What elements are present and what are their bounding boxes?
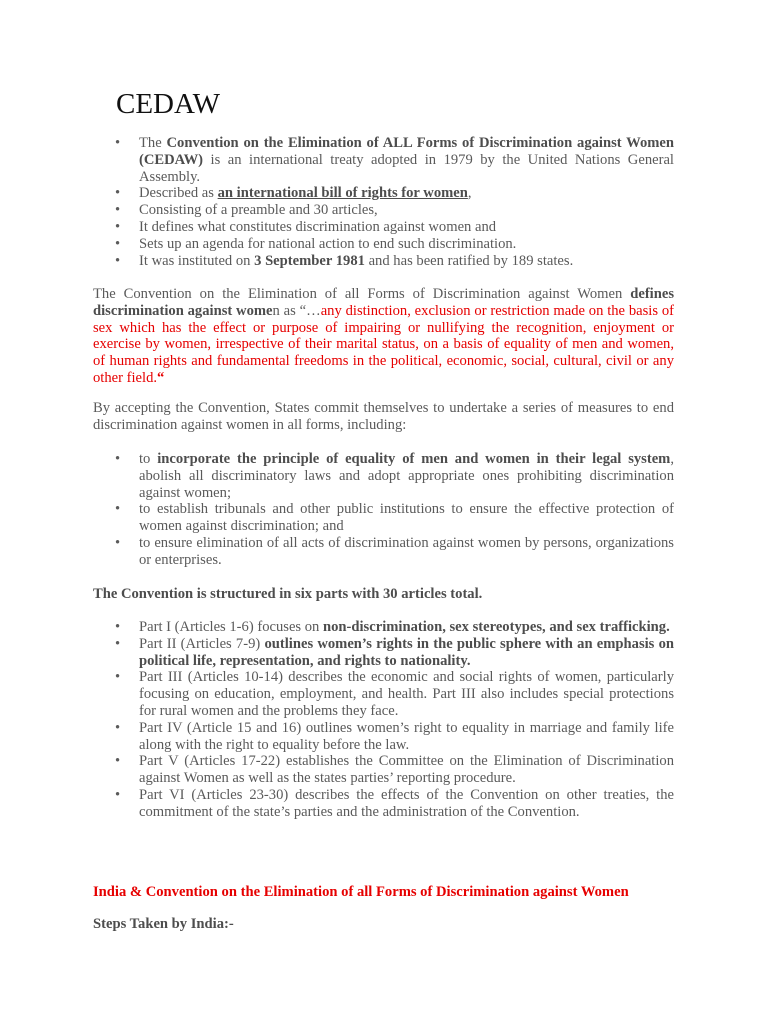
- intro-list: [93, 135, 674, 269]
- list-item: • Part IV (Article 15 and 16) outlines women’s right to equality in marriage and family life along with the right to equality before the law.: [93, 720, 674, 754]
- structure-heading: The Convention is structured in six parts with 30 articles total.: [93, 586, 483, 602]
- list-item: • to ensure elimination of all acts of discrimination against women by persons, organizations or enterprises.: [93, 535, 674, 569]
- list-item: • The Convention on the Elimination of ALL Forms of Discrimination against Women (CEDAW) is an international treaty adopted in 1979 by the United Nations General Assembly.: [93, 135, 674, 185]
- list-item: • Part V (Articles 17-22) establishes the Committee on the Elimination of Discrimination against Women as well as the states parties’ reporting procedure.: [93, 753, 674, 787]
- definition-paragraph: The Convention on the Elimination of all Forms of Discrimination against Women defines discrimination against women as “…any distinction, exclusion or restriction made on the basis of sex which has the effect or purpose of impairing or nullifying the recognition, enjoyment or exercise by women, irrespective of their marital status, on a basis of equality of men and women, of human rights and fundamental freedoms in the political, economic, social, cultural, civil or any other field.“: [93, 286, 675, 386]
- page-title: CEDAW: [116, 88, 220, 120]
- list-item: • Described as an international bill of rights for women,: [93, 185, 674, 202]
- list-item: • Part III (Articles 10-14) describes the economic and social rights of women, particularly focusing on education, employment, and health. Part III also includes special protections for rural women and the problems they face.: [93, 669, 674, 719]
- india-heading: India & Convention on the Elimination of all Forms of Discrimination against Women: [93, 884, 629, 900]
- list-item: • Part II (Articles 7-9) outlines women’s rights in the public sphere with an emphasis on political life, representation, and rights to nationality.: [93, 636, 674, 670]
- steps-heading: Steps Taken by India:-: [93, 916, 234, 932]
- list-item: • It defines what constitutes discrimination against women and: [93, 219, 674, 236]
- measures-list: [93, 451, 674, 569]
- list-item: • Part VI (Articles 23-30) describes the effects of the Convention on other treaties, the commitment of the state’s parties and the administration of the Convention.: [93, 787, 674, 821]
- list-item: • to establish tribunals and other public institutions to ensure the effective protection of women against discrimination; and: [93, 501, 674, 535]
- list-item: • Sets up an agenda for national action to end such discrimination.: [93, 236, 674, 253]
- list-item: • to incorporate the principle of equality of men and women in their legal system, abolish all discriminatory laws and adopt appropriate ones prohibiting discrimination against women;: [93, 451, 674, 501]
- commitment-paragraph: By accepting the Convention, States commit themselves to undertake a series of measures to end discrimination against women in all forms, including:: [93, 400, 674, 433]
- list-item: • Part I (Articles 1-6) focuses on non-discrimination, sex stereotypes, and sex trafficking.: [93, 619, 674, 636]
- parts-list: [93, 619, 674, 821]
- list-item: • Consisting of a preamble and 30 articles,: [93, 202, 674, 219]
- list-item: • It was instituted on 3 September 1981 and has been ratified by 189 states.: [93, 253, 674, 270]
